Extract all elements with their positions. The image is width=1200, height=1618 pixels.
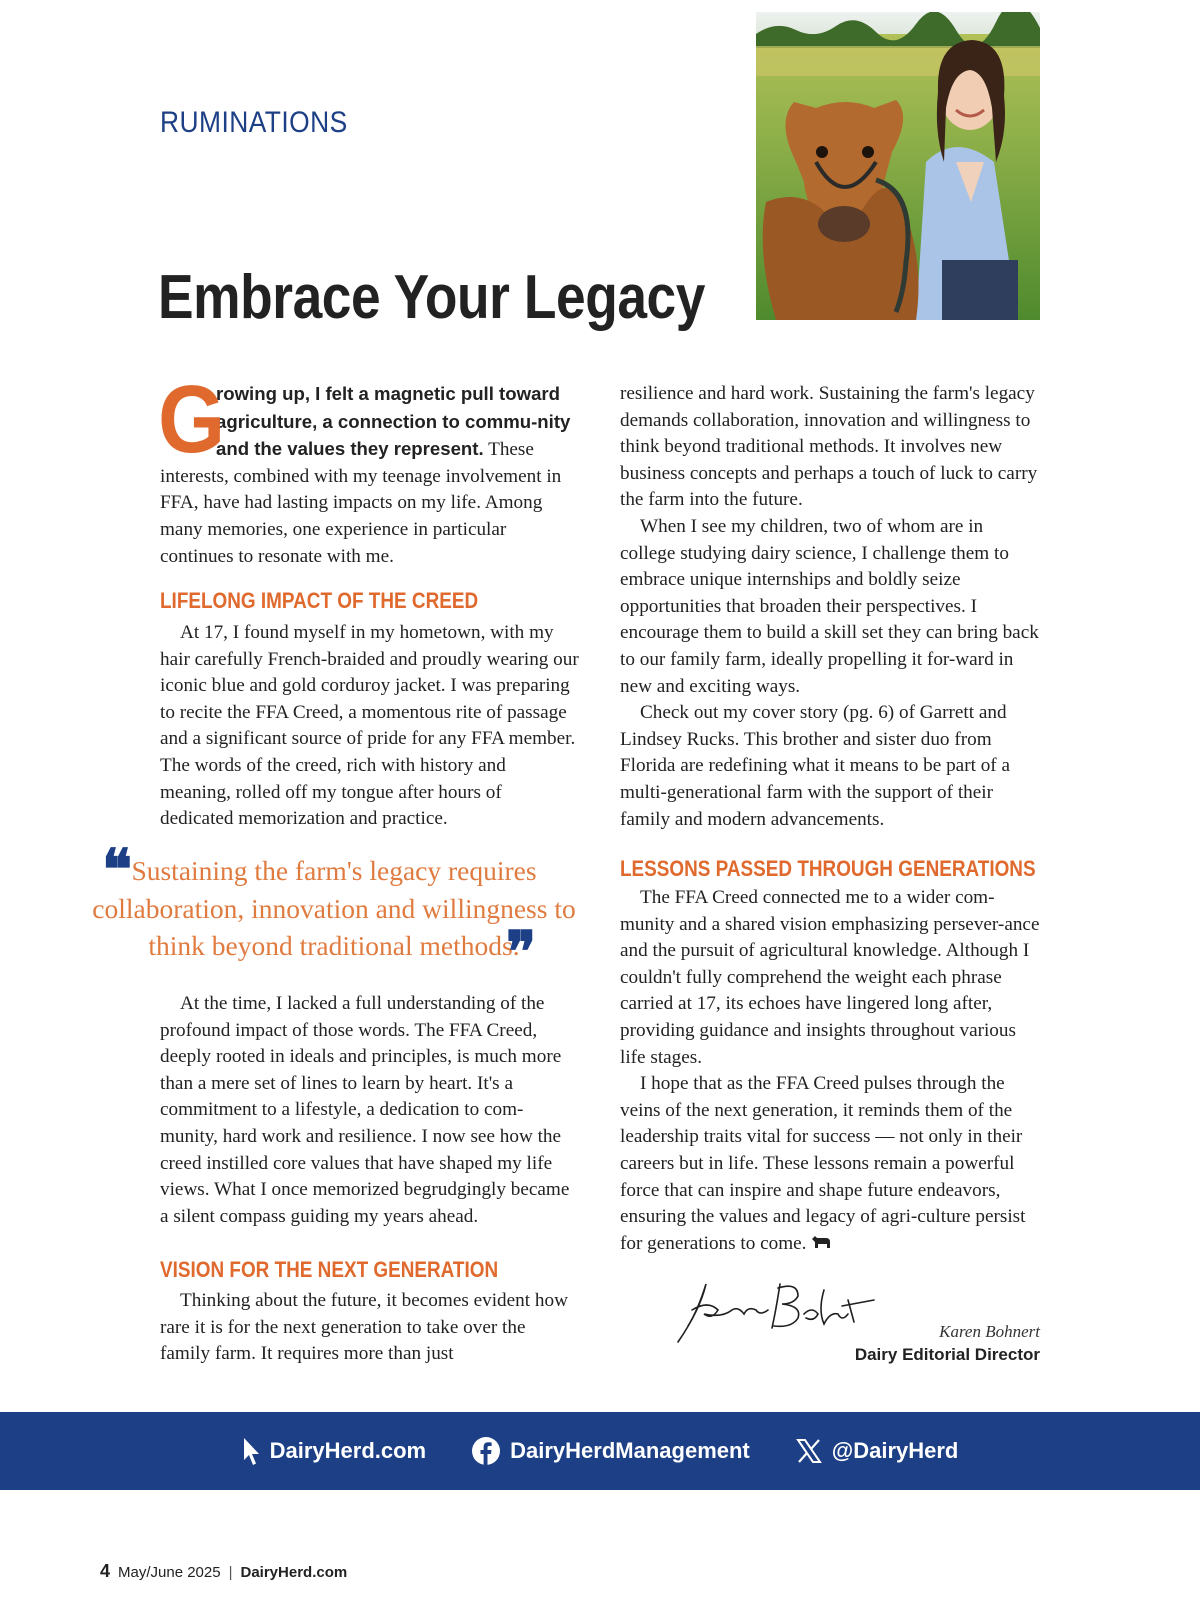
- x-handle-label: @DairyHerd: [831, 1438, 959, 1463]
- drop-cap: G: [158, 366, 226, 473]
- subheading-vision: VISION FOR THE NEXT GENERATION: [160, 1257, 499, 1282]
- website-label: DairyHerd.com: [269, 1438, 427, 1463]
- open-quote-icon: ❝: [102, 837, 133, 903]
- facebook-link[interactable]: [472, 1437, 750, 1465]
- subheading-lifelong-impact: LIFELONG IMPACT OF THE CREED: [160, 588, 479, 613]
- pull-quote-text: Sustaining the farm's legacy requires collaboration, innovation and willingness to think beyond traditional methods.: [92, 855, 576, 961]
- section-label: RUMINATIONS: [160, 106, 348, 139]
- signature-title: Dairy Editorial Director: [854, 1345, 1040, 1364]
- close-quote-icon: ❞: [506, 919, 537, 985]
- social-banner: [0, 1412, 1200, 1490]
- section1-body: [160, 620, 580, 833]
- column-left-bottom: [160, 991, 580, 1230]
- page-footer: [100, 1561, 347, 1582]
- section2-paragraph-1a: Thinking about the future, it becomes evident how rare it is for the next generation to take over the family farm. It requires more than just: [160, 1290, 568, 1365]
- intro-paragraph: These interests, combined with my teenage involvement in FFA, have had lasting impacts on my life. Among many memories, one experience in particular continues to resonate with me.: [160, 439, 562, 567]
- column-right-bottom: [620, 885, 1040, 1257]
- article-title: Embrace Your Legacy: [158, 263, 706, 332]
- section2-paragraph-1b: resilience and hard work. Sustaining the farm's legacy demands collaboration, innovation and willingness to think beyond traditional methods. It involves new business concepts and perhaps a touch of luck to carry the farm into the future.: [620, 383, 1038, 511]
- section3-paragraph-2-text: I hope that as the FFA Creed pulses through the veins of the next generation, it reminds them of the leadership traits vital for success — not only in their careers but in life. These lessons remain a powerful force that can inspire and shape future endeavors, ensuring the values and legacy of agri-culture persist for generations to come.: [620, 1073, 1026, 1254]
- facebook-label: DairyHerdManagement: [510, 1438, 750, 1463]
- section1-paragraph-2: At the time, I lacked a full understanding of the profound impact of those words. The FFA Creed, deeply rooted in ideals and principles, is much more than a mere set of lines to learn by heart. It's a commitment to a lifestyle, a dedication to com-munity, hard work and resilience. I now see how the creed instilled core values that have shaped my life views. What I once memorized begrudgingly became a silent compass guiding my years ahead.: [160, 993, 570, 1227]
- footer-site: DairyHerd.com: [240, 1564, 348, 1581]
- column-right-top: [620, 381, 1040, 833]
- handwritten-signature: [648, 1270, 888, 1350]
- page-number: 4: [100, 1561, 111, 1581]
- section1-paragraph-1: At 17, I found myself in my hometown, with my hair carefully French-braided and proudly wearing our iconic blue and gold corduroy jacket. I was preparing to recite the FFA Creed, a momentous rite of passage and a significant source of pride for any FFA member. The words of the creed, rich with history and meaning, rolled off my tongue after hours of dedicated memorization and practice.: [160, 622, 579, 830]
- section3-paragraph-2: [620, 1071, 1040, 1257]
- section3-paragraph-1: The FFA Creed connected me to a wider com-munity and a shared vision emphasizing persever-ance and the pursuit of agricultural knowledge. Although I couldn't fully comprehend the weight each phrase carried at 17, its echoes have lingered long after, providing guidance and insights throughout various life stages.: [620, 887, 1040, 1068]
- signature-name: Karen Bohnert: [939, 1322, 1040, 1341]
- section2-paragraph-2: When I see my children, two of whom are in college studying dairy science, I challenge them to embrace unique internships and boldly seize opportunities that broaden their perspectives. I encourage them to build a skill set they can bring back to our family farm, ideally propelling it for-ward in new and exciting ways.: [620, 515, 1039, 697]
- issue-date: May/June 2025: [118, 1564, 221, 1581]
- cursor-icon: [242, 1436, 260, 1466]
- cow-end-mark-icon: [811, 1235, 831, 1249]
- author-photo: [756, 12, 1040, 320]
- website-link[interactable]: [242, 1436, 427, 1466]
- lead-paragraph: rowing up, I felt a magnetic pull toward agriculture, a connection to commu-nity and the values they represent.: [216, 383, 571, 460]
- column-left-top: [158, 366, 580, 570]
- footer-separator: |: [228, 1564, 233, 1581]
- pull-quote: [84, 837, 584, 985]
- section2-start: [160, 1288, 580, 1368]
- x-logo-icon: [796, 1438, 822, 1464]
- x-link[interactable]: [796, 1438, 959, 1464]
- section2-paragraph-3: Check out my cover story (pg. 6) of Garrett and Lindsey Rucks. This brother and sister duo from Florida are redefining what it means to be part of a multi-generational farm with the support of their family and modern advancements.: [620, 702, 1011, 830]
- facebook-icon: [472, 1437, 500, 1465]
- subheading-lessons: LESSONS PASSED THROUGH GENERATIONS: [620, 856, 1036, 881]
